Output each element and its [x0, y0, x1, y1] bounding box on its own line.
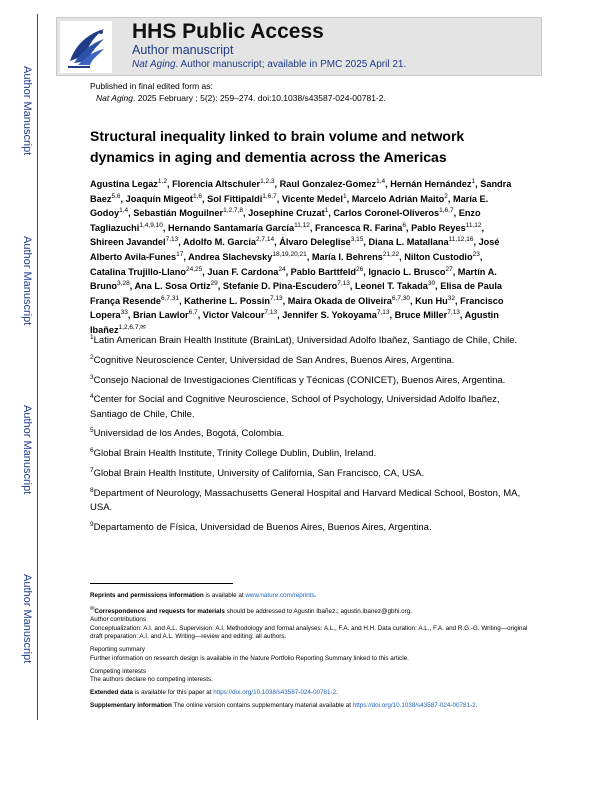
author-affiliation-mark: 18,19,20,21 — [272, 250, 307, 258]
author-affiliation-mark: 1,4,9,10 — [139, 221, 163, 229]
author-name: Diana L. Matallana — [368, 237, 449, 248]
affiliation-text: Consejo Nacional de Investigaciones Científicas y Técnicas (CONICET), Buenos Aires, Argentina. — [93, 374, 506, 386]
author-affiliation-mark: 11,12 — [294, 221, 310, 229]
author-affiliation-mark: 3,28 — [117, 280, 130, 288]
affiliation-text: Latin American Brain Health Institute (BrainLat), Universidad Adolfo Ibañez, Santiago de Chile, Chile. — [93, 335, 518, 346]
author-affiliation-mark: 1 — [342, 192, 347, 200]
author-affiliation-mark: 32 — [447, 294, 455, 302]
author-name: Ignacio L. Brusco — [368, 266, 446, 277]
author-name: Hernando Santamaría García — [167, 222, 295, 233]
footnote-rule — [90, 583, 233, 584]
author-name: Pablo Reyes — [411, 222, 466, 233]
author-affiliation-mark: 7,13 — [264, 309, 278, 317]
author-affiliation-mark: 7,13 — [337, 280, 350, 288]
author-affiliation-mark: 6 — [402, 221, 406, 229]
published-info: Published in final edited form as: Nat Aging. 2025 February ; 5(2): 259–274. doi:10.1038/s43587-024-00781-2. — [90, 81, 386, 103]
author-name: Florencia Altschuler — [172, 179, 261, 189]
author-name: Raul Gonzalez-Gomez — [279, 179, 377, 189]
author-name: Álvaro Deleglise — [279, 237, 351, 248]
author-name: Nilton Custodio — [404, 251, 473, 262]
supplementary-note: Supplementary information The online version contains supplementary material available at https://doi.org/10.1038/s43587-024-00781-2. — [90, 702, 478, 710]
author-name: María E. Godoy — [90, 193, 489, 219]
affiliation-list — [90, 334, 522, 541]
author-name: Victor Valcour — [202, 310, 265, 321]
reprints-note: Reprints and permissions information is available at www.nature.com/reprints. — [90, 592, 317, 599]
reporting-heading: Reporting summary — [90, 646, 145, 654]
author-name: Pablo Barttfeld — [290, 266, 357, 277]
author-name: Joaquín Migeot — [125, 193, 193, 204]
side-label: Author Manuscript — [21, 66, 33, 156]
author-name: Maira Okada de Oliveira — [287, 295, 392, 306]
hhs-header-banner — [56, 17, 542, 76]
affiliation-item — [90, 334, 522, 348]
author-name: Leonel T. Takada — [355, 281, 428, 292]
affiliation-item — [90, 354, 522, 368]
side-label: Author Manuscript — [21, 574, 33, 664]
author-name: Adolfo M. García — [183, 237, 256, 248]
author-affiliation-mark: 1,2,7,8 — [223, 207, 243, 215]
author-affiliation-mark: 23 — [472, 250, 480, 258]
affiliation-text: Department of Neurology, Massachusetts General Hospital and Harvard Medical School, Boston, MA, USA. — [90, 487, 521, 513]
author-name: José Alberto Avila-Funes — [90, 237, 500, 262]
affiliation-number: 7 — [90, 466, 94, 474]
competing-heading: Competing interests — [90, 667, 146, 675]
reprints-link[interactable]: www.nature.com/reprints — [245, 592, 315, 599]
author-name: Stefanie D. Pina-Escudero — [222, 281, 338, 292]
author-name: Vicente Medel — [281, 193, 343, 204]
author-name: Francisco Lopera — [90, 295, 504, 321]
author-affiliation-mark: 26 — [356, 265, 364, 273]
affiliation-number: 4 — [90, 393, 94, 401]
author-affiliation-mark: 1,4 — [376, 178, 386, 185]
author-affiliation-mark: 7,13 — [269, 294, 283, 302]
author-affiliation-mark: 17 — [176, 250, 184, 258]
banner-title: HHS Public Access — [132, 20, 324, 43]
side-label: Author Manuscript — [21, 405, 33, 495]
author-affiliation-mark: 7,13 — [376, 309, 390, 317]
affiliation-text: Departamento de Física, Universidad de Buenos Aires, Buenos Aires, Argentina. — [93, 521, 432, 533]
affiliation-item — [90, 487, 522, 515]
author-name: Martín A. Bruno — [90, 266, 497, 292]
author-affiliation-mark: 6,7,30 — [391, 294, 410, 302]
author-name: Agustina Legaz — [90, 179, 158, 189]
reporting-text: Further information on research design is available in the Nature Portfolio Reporting Summary linked to this article. — [90, 654, 409, 662]
author-name: Katherine L. Possin — [184, 295, 270, 306]
author-affiliation-mark: 24,25 — [185, 265, 203, 273]
affiliation-item — [90, 447, 522, 461]
author-affiliation-mark: 33 — [120, 309, 128, 317]
author-name: Elisa de Paula França Resende — [90, 281, 503, 306]
author-affiliation-mark: 1,2,6,7,✉ — [118, 323, 146, 331]
author-name: Brian Lawlor — [132, 310, 189, 321]
author-affiliation-mark: 30 — [427, 280, 436, 288]
affiliation-item — [90, 467, 522, 481]
author-name: Bruce Miller — [394, 310, 448, 321]
side-rule — [37, 14, 38, 720]
author-name: Andrea Slachevsky — [188, 251, 273, 262]
affiliation-number: 5 — [90, 427, 94, 435]
author-name: Kun Hu — [415, 295, 448, 306]
author-affiliation-mark: 1,6,7 — [439, 207, 454, 215]
author-affiliation-mark: 11,12,16 — [448, 236, 474, 244]
author-affiliation-mark: 6,7 — [188, 309, 198, 317]
footnotes — [90, 592, 530, 711]
extended-data-link[interactable]: https://doi.org/10.1038/s43587-024-00781-2 — [213, 689, 337, 697]
author-affiliation-mark: 11,12 — [465, 221, 482, 229]
affiliation-text: Center for Social and Cognitive Neuroscience, School of Psychology, Universidad Adolfo Ibañez, Santiago de Chile, Chile. — [90, 394, 500, 420]
contributions-text: Conceptualization: A.I. and A.L. Supervision: A.I. Methodology and formal analyses: A.L., F.A. and H.H. Data curation: A.L., F.A. and R.G.-G. Writing—original draft preparation: A.I. and A.L. Writing—review and editing: all authors. — [90, 624, 528, 641]
affiliation-item — [90, 374, 522, 388]
author-affiliation-mark: 1,6 — [192, 192, 203, 200]
author-name: Carlos Coronel-Oliveros — [333, 208, 440, 219]
extended-data-note: Extended data is available for this paper at https://doi.org/10.1038/s43587-024-00781-2. — [90, 689, 338, 697]
hhs-eagle-logo — [60, 21, 112, 73]
affiliation-text: Universidad de los Andes, Bogotá, Colombia. — [93, 428, 285, 440]
author-name: María I. Behrens — [311, 251, 383, 262]
author-affiliation-mark: 3,15 — [350, 236, 364, 244]
affiliation-number: 8 — [90, 486, 94, 494]
affiliation-text: Cognitive Neuroscience Center, Universidad de San Andres, Buenos Aires, Argentina. — [93, 354, 455, 366]
author-affiliation-mark: 2 — [444, 192, 448, 200]
author-affiliation-mark: 1,4 — [119, 207, 129, 215]
author-affiliation-mark: 6,7,31 — [160, 294, 180, 302]
author-name: Josephine Cruzat — [248, 208, 325, 219]
author-name: Sebastián Moguilner — [133, 208, 224, 219]
side-label: Author Manuscript — [21, 236, 33, 326]
author-affiliation-mark: 7,13 — [447, 309, 460, 317]
competing-text: The authors declare no competing interests. — [90, 676, 213, 684]
author-name: Ana L. Sosa Ortiz — [134, 281, 211, 292]
author-name: Francesca R. Farina — [315, 222, 403, 233]
article-title: Structural inequality linked to brain volume and network dynamics in aging and dementia across the Americas — [90, 128, 465, 165]
banner-subtitle: Author manuscript — [132, 43, 234, 57]
author-name: Catalina Trujillo-Llano — [90, 266, 186, 277]
author-name: Marcelo Adrián Maito — [351, 193, 445, 204]
affiliation-text: Global Brain Health Institute, Trinity College Dublin, Dublin, Ireland. — [93, 448, 377, 460]
affiliation-item — [90, 427, 522, 441]
author-name: Enzo Tagliazuchi — [90, 208, 481, 233]
envelope-icon: ✉ — [90, 605, 95, 612]
author-name: Shireen Javandel — [90, 237, 166, 248]
author-name: Agustin Ibañez — [90, 310, 499, 335]
author-name: Sandra Baez — [90, 179, 512, 204]
supplementary-link[interactable]: https://doi.org/10.1038/s43587-024-00781-2 — [352, 702, 476, 710]
contributions-heading: Author contributions — [90, 616, 147, 624]
author-affiliation-mark: 21,22 — [382, 250, 400, 258]
banner-availability: Nat Aging. Author manuscript; available in PMC 2025 April 21. — [132, 59, 407, 70]
affiliation-number: 1 — [90, 334, 94, 341]
author-name: Juan F. Cardona — [207, 266, 279, 277]
affiliation-item — [90, 521, 522, 535]
affiliation-number: 3 — [90, 373, 94, 381]
affiliation-number: 6 — [90, 447, 94, 455]
author-affiliation-mark: 1,2,3 — [260, 178, 275, 185]
affiliation-text: Global Brain Health Institute, University of California, San Francisco, CA, USA. — [93, 467, 425, 479]
correspondence-note: ✉Correspondence and requests for materials should be addressed to Agustin Ibañez.; agustin.ibanez@gbhi.org. — [90, 605, 412, 615]
author-list: Agustina Legaz$^{1,2}$, Florencia Altschuler$^{1,2,3}$, Raul Gonzalez-Gomez$^{1,4}$, Hernán Hernández$^1$, Sandra Baez$^{5,6}$, Joaquín Migeot$^{1,6}$, Sol Fittipaldi$^{1,6,7}$, Vicente Medel$^1$, Marcelo Adrián Maito$^2$, María E. Godoy$^{1,4}$, Sebastián Moguilner$^{1,2,7,8}$, Josephine Cruzat$^1$, Carlos Coronel-Oliveros$^{1,6,7}$, Enzo Tagliazuchi$^{1,4,9,10}$, Hernando Santamaría García$^{11,12}$, Francesca R. Farina$^6$, Pablo Reyes$^{11,12}$, Shireen Javandel$^{7,13}$, Adolfo M. García$^{2,7,14}$, Álvaro Deleglise$^{3,15}$, Diana L. Matallana$^{11,12,16}$, José Alberto Avila-Funes$^{17}$, Andrea Slachevsky$^{18,19,20,21}$, María I. Behrens$^{21,22}$, Nilton Custodio$^{23}$, Catalina Trujillo-Llano$^{24,25}$, Juan F. Cardona$^{24}$, Pablo Barttfeld$^{26}$, Ignacio L. Brusco$^{27}$, Martín A. Bruno$^{3,28}$, Ana L. Sosa Ortiz$^{29}$, Stefanie D. Pina-Escudero$^{7,13}$, Leonel T. Takada$^{30}$, Elisa de Paula França Resende$^{6,7,31}$, Katherine L. Possin$^{7,13}$, Maira Okada de Oliveira$^{6,7,30}$, Kun Hu$^{32}$, Francisco Lopera$^{33}$, Brian Lawlor$^{6,7}$, Victor Valcour$^{7,13}$, Jennifer S. Yokoyama$^{7,13}$, Bruce Miller$^{7,13}$, Agustin Ibañez$^{1,2,6,7,✉}$ — [90, 178, 512, 335]
affiliation-number: 9 — [90, 520, 94, 528]
affiliation-item — [90, 393, 522, 421]
author-affiliation-mark: 1,6,7 — [262, 192, 277, 200]
author-name: Hernán Hernández — [390, 179, 472, 189]
author-affiliation-mark: 2,7,14 — [256, 236, 275, 244]
author-affiliation-mark: 1 — [324, 207, 329, 215]
author-affiliation-mark: 29 — [210, 280, 218, 288]
author-affiliation-mark: 27 — [445, 265, 453, 273]
affiliation-number: 2 — [90, 353, 94, 361]
author-affiliation-mark: 7,13 — [165, 236, 179, 244]
author-name: Sol Fittipaldi — [207, 193, 263, 204]
author-affiliation-mark: 24 — [278, 265, 286, 273]
author-affiliation-mark: 1,2 — [157, 178, 167, 185]
author-affiliation-mark: 1 — [471, 178, 476, 185]
author-name: Jennifer S. Yokoyama — [282, 310, 377, 321]
author-affiliation-mark: 5,6 — [111, 192, 121, 200]
